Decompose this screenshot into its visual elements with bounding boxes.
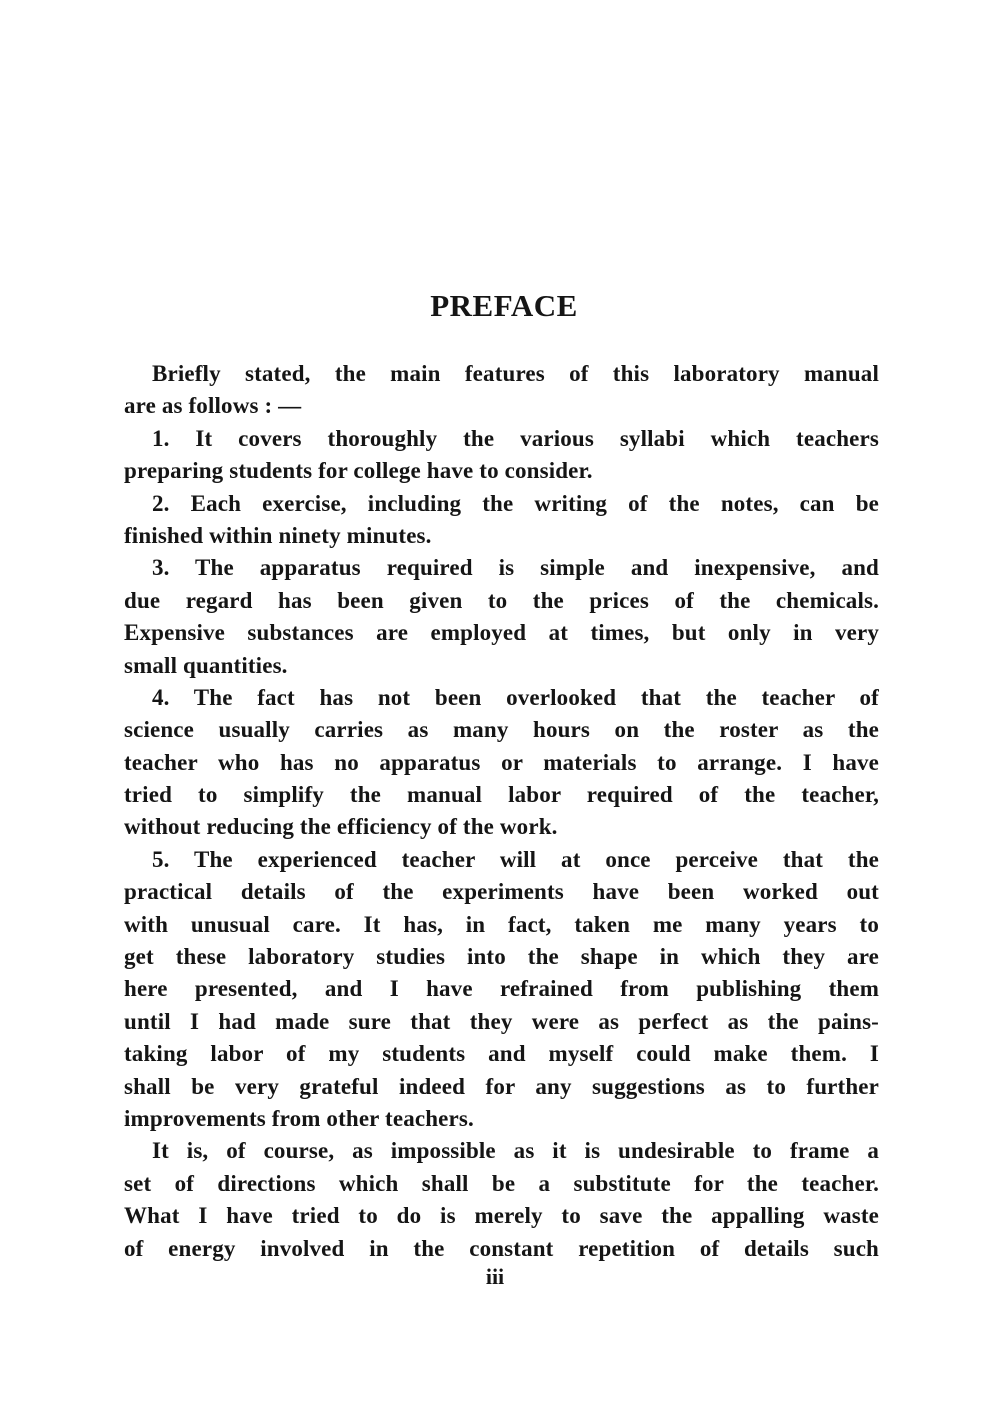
text-line: small quantities. — [124, 652, 288, 678]
text-line: practical details of the experiments have been worked out — [124, 879, 879, 905]
text-line: 4. The fact has not been overlooked that the teacher of — [152, 684, 879, 710]
paragraph — [124, 358, 879, 423]
text-line: 5. The experienced teacher will at once perceive that the — [152, 846, 879, 872]
text-line: are as follows : — — [124, 393, 302, 419]
preface-body — [124, 358, 879, 1265]
text-line: It is, of course, as impossible as it is undesirable to frame a — [152, 1138, 879, 1164]
text-line: with unusual care. It has, in fact, taken me many years to — [124, 911, 879, 937]
text-line: 2. Each exercise, including the writing of the notes, can be — [152, 490, 879, 516]
text-line: 1. It covers thoroughly the various syllabi which teachers — [152, 425, 879, 451]
page-number: iii — [485, 1264, 505, 1289]
page-title: PREFACE — [430, 288, 578, 323]
text-line: shall be very grateful indeed for any suggestions as to further — [124, 1073, 879, 1099]
text-line: taking labor of my students and myself could make them. I — [124, 1041, 879, 1067]
text-line: tried to simplify the manual labor required of the teacher, — [124, 782, 879, 808]
text-line: What I have tried to do is merely to save the appalling waste — [124, 1203, 879, 1229]
text-line: finished within ninety minutes. — [124, 522, 432, 548]
text-line: due regard has been given to the prices of the chemicals. — [124, 587, 879, 613]
text-line: Briefly stated, the main features of this laboratory manual — [152, 361, 879, 386]
text-line: 3. The apparatus required is simple and inexpensive, and — [152, 555, 879, 581]
text-line: preparing students for college have to consider. — [124, 458, 593, 484]
text-line: here presented, and I have refrained from publishing them — [124, 976, 879, 1002]
paragraph — [124, 844, 879, 1136]
text-line: until I had made sure that they were as perfect as the pains- — [124, 1008, 879, 1034]
paragraph — [124, 1135, 879, 1265]
text-line: improvements from other teachers. — [124, 1105, 474, 1131]
paragraph — [124, 552, 879, 682]
text-line: science usually carries as many hours on the roster as the — [124, 717, 879, 743]
text-line: set of directions which shall be a substitute for the teacher. — [124, 1170, 879, 1196]
paragraph — [124, 423, 879, 488]
text-line: get these laboratory studies into the shape in which they are — [124, 944, 879, 970]
text-line: Expensive substances are employed at times, but only in very — [124, 620, 879, 646]
text-line: of energy involved in the constant repetition of details such — [124, 1235, 879, 1261]
text-line: teacher who has no apparatus or materials to arrange. I have — [124, 749, 879, 775]
text-line: without reducing the efficiency of the work. — [124, 814, 558, 840]
paragraph — [124, 682, 879, 844]
paragraph — [124, 488, 879, 553]
